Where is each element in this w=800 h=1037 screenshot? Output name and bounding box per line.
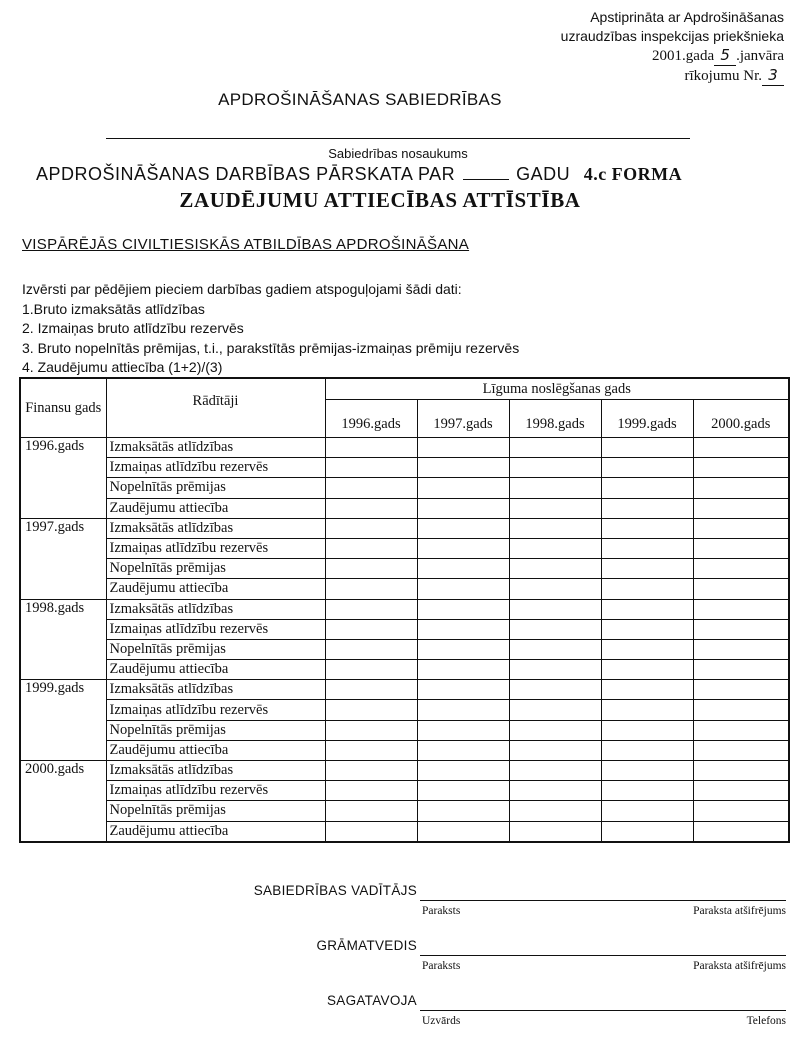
approval-order	[561, 66, 784, 86]
value-cell[interactable]	[601, 458, 693, 478]
section-heading: VISPĀRĒJĀS CIVILTIESISKĀS ATBILDĪBAS APDROŠINĀŠANA	[22, 236, 470, 253]
financial-year-cell: 1997.gads	[20, 518, 106, 599]
value-cell[interactable]	[509, 478, 601, 498]
value-cell[interactable]	[417, 781, 509, 801]
value-cell[interactable]	[417, 660, 509, 680]
value-cell[interactable]	[693, 458, 789, 478]
table-row	[20, 801, 789, 821]
header-contract-year-group: Līguma noslēgšanas gads	[325, 378, 789, 400]
value-cell[interactable]	[325, 438, 417, 458]
value-cell[interactable]	[417, 579, 509, 599]
header-contract-year: 1999.gads	[601, 400, 693, 438]
loss-ratio-table	[19, 377, 790, 843]
signature-left-caption: Uzvārds	[422, 1015, 461, 1027]
approval-order-prefix: rīkojumu Nr.	[684, 68, 762, 84]
table-row	[20, 720, 789, 740]
value-cell[interactable]	[509, 761, 601, 781]
value-cell[interactable]	[417, 720, 509, 740]
report-title-text: APDROŠINĀŠANAS DARBĪBAS PĀRSKATA PAR	[36, 164, 456, 184]
value-cell[interactable]	[601, 478, 693, 498]
value-cell[interactable]	[601, 498, 693, 518]
value-cell[interactable]	[417, 498, 509, 518]
value-cell[interactable]	[417, 801, 509, 821]
instruction-line: 1.Bruto izmaksātās atlīdzības	[22, 300, 205, 317]
financial-year-cell: 1996.gads	[20, 438, 106, 519]
table-row	[20, 438, 789, 458]
value-cell[interactable]	[417, 639, 509, 659]
table-row	[20, 478, 789, 498]
instruction-line: 2. Izmaiņas bruto atlīdzību rezervēs	[22, 320, 244, 337]
value-cell[interactable]	[417, 619, 509, 639]
value-cell[interactable]	[601, 619, 693, 639]
indicator-label: Izmaksātās atlīdzības	[106, 761, 325, 781]
indicator-label: Izmaksātās atlīdzības	[106, 438, 325, 458]
indicator-label: Zaudējumu attiecība	[106, 821, 325, 842]
table-row	[20, 538, 789, 558]
indicator-label: Izmaksātās atlīdzības	[106, 518, 325, 538]
value-cell[interactable]	[325, 700, 417, 720]
value-cell[interactable]	[693, 660, 789, 680]
table-row	[20, 700, 789, 720]
value-cell[interactable]	[601, 720, 693, 740]
value-cell[interactable]	[601, 700, 693, 720]
signature-right-caption: Telefons	[746, 1015, 786, 1027]
value-cell[interactable]	[693, 700, 789, 720]
company-name-caption: Sabiedrības nosaukums	[328, 146, 468, 161]
value-cell[interactable]	[509, 619, 601, 639]
value-cell[interactable]	[693, 801, 789, 821]
indicator-label: Nopelnītās prēmijas	[106, 801, 325, 821]
signature-right-caption: Paraksta atšifrējums	[693, 905, 786, 917]
value-cell[interactable]	[417, 478, 509, 498]
value-cell[interactable]	[325, 458, 417, 478]
value-cell[interactable]	[601, 660, 693, 680]
indicator-label: Izmaiņas atlīdzību rezervēs	[106, 781, 325, 801]
table-row	[20, 639, 789, 659]
value-cell[interactable]	[693, 740, 789, 760]
value-cell[interactable]	[601, 559, 693, 579]
value-cell[interactable]	[325, 761, 417, 781]
value-cell[interactable]	[509, 781, 601, 801]
value-cell[interactable]	[509, 700, 601, 720]
signature-right-caption: Paraksta atšifrējums	[693, 960, 786, 972]
value-cell[interactable]	[693, 821, 789, 842]
indicator-label: Izmaksātās atlīdzības	[106, 680, 325, 700]
table-row	[20, 599, 789, 619]
value-cell[interactable]	[509, 639, 601, 659]
value-cell[interactable]	[509, 579, 601, 599]
main-title: ZAUDĒJUMU ATTIECĪBAS ATTĪSTĪBA	[179, 188, 581, 212]
value-cell[interactable]	[693, 498, 789, 518]
instructions	[22, 280, 519, 378]
value-cell[interactable]	[325, 619, 417, 639]
value-cell[interactable]	[601, 579, 693, 599]
value-cell[interactable]	[325, 599, 417, 619]
signature-role-label: SAGATAVOJA	[326, 993, 417, 1008]
value-cell[interactable]	[693, 559, 789, 579]
value-cell[interactable]	[509, 518, 601, 538]
value-cell[interactable]	[693, 781, 789, 801]
value-cell[interactable]	[325, 538, 417, 558]
table-row	[20, 619, 789, 639]
signature-line[interactable]	[420, 1010, 786, 1011]
table-row	[20, 660, 789, 680]
company-type-heading: APDROŠINĀŠANAS SABIEDRĪBAS	[218, 90, 502, 109]
table-row	[20, 740, 789, 760]
value-cell[interactable]	[601, 821, 693, 842]
approval-line-1: Apstiprināta ar Apdrošināšanas	[590, 9, 784, 25]
indicator-label: Nopelnītās prēmijas	[106, 720, 325, 740]
value-cell[interactable]	[693, 761, 789, 781]
indicator-label: Nopelnītās prēmijas	[106, 559, 325, 579]
value-cell[interactable]	[693, 680, 789, 700]
value-cell[interactable]	[417, 438, 509, 458]
signature-left-caption: Paraksts	[422, 905, 461, 917]
indicator-label: Nopelnītās prēmijas	[106, 478, 325, 498]
indicator-label: Zaudējumu attiecība	[106, 498, 325, 518]
value-cell[interactable]	[509, 720, 601, 740]
approval-line-2: uzraudzības inspekcijas priekšnieka	[560, 28, 784, 44]
value-cell[interactable]	[509, 821, 601, 842]
value-cell[interactable]	[325, 680, 417, 700]
value-cell[interactable]	[509, 801, 601, 821]
value-cell[interactable]	[601, 781, 693, 801]
value-cell[interactable]	[325, 801, 417, 821]
approval-note	[561, 8, 784, 86]
signature-left-caption: Paraksts	[422, 960, 461, 972]
value-cell[interactable]	[509, 438, 601, 458]
indicator-label: Zaudējumu attiecība	[106, 740, 325, 760]
indicator-label: Nopelnītās prēmijas	[106, 639, 325, 659]
instruction-line: 3. Bruto nopelnītās prēmijas, t.i., parakstītās prēmijas-izmaiņas prēmiju rezervēs	[22, 339, 520, 356]
approval-day-handwritten: 5	[714, 46, 736, 66]
value-cell[interactable]	[693, 619, 789, 639]
signature-role-label: GRĀMATVEDIS	[316, 938, 417, 953]
header-contract-year: 2000.gads	[693, 400, 789, 438]
indicator-label: Izmaiņas atlīdzību rezervēs	[106, 458, 325, 478]
value-cell[interactable]	[325, 478, 417, 498]
value-cell[interactable]	[601, 438, 693, 458]
table-row	[20, 559, 789, 579]
header-contract-year: 1998.gads	[509, 400, 601, 438]
value-cell[interactable]	[325, 579, 417, 599]
table-row	[20, 761, 789, 781]
financial-year-cell: 2000.gads	[20, 761, 106, 842]
approval-order-number-handwritten: 3	[762, 66, 784, 86]
table-row	[20, 821, 789, 842]
value-cell[interactable]	[325, 559, 417, 579]
value-cell[interactable]	[325, 740, 417, 760]
value-cell[interactable]	[417, 538, 509, 558]
value-cell[interactable]	[601, 538, 693, 558]
value-cell[interactable]	[417, 559, 509, 579]
approval-date-prefix: 2001.gada	[652, 48, 715, 64]
value-cell[interactable]	[509, 498, 601, 518]
table-row	[20, 680, 789, 700]
value-cell[interactable]	[509, 599, 601, 619]
indicator-label: Izmaiņas atlīdzību rezervēs	[106, 619, 325, 639]
value-cell[interactable]	[601, 680, 693, 700]
approval-date-suffix: .janvāra	[736, 48, 784, 64]
report-title-year-word: GADU	[516, 164, 571, 184]
indicator-label: Izmaiņas atlīdzību rezervēs	[106, 700, 325, 720]
value-cell[interactable]	[509, 559, 601, 579]
financial-year-cell: 1998.gads	[20, 599, 106, 680]
value-cell[interactable]	[509, 660, 601, 680]
value-cell[interactable]	[325, 518, 417, 538]
value-cell[interactable]	[417, 599, 509, 619]
value-cell[interactable]	[693, 639, 789, 659]
report-title	[36, 164, 682, 185]
value-cell[interactable]	[601, 518, 693, 538]
value-cell[interactable]	[417, 458, 509, 478]
instruction-line: Izvērsti par pēdējiem pieciem darbības gadiem atspoguļojami šādi dati:	[22, 281, 462, 297]
value-cell[interactable]	[601, 801, 693, 821]
indicator-label: Izmaiņas atlīdzību rezervēs	[106, 538, 325, 558]
value-cell[interactable]	[417, 821, 509, 842]
value-cell[interactable]	[417, 761, 509, 781]
value-cell[interactable]	[601, 639, 693, 659]
value-cell[interactable]	[417, 518, 509, 538]
value-cell[interactable]	[325, 821, 417, 842]
value-cell[interactable]	[601, 599, 693, 619]
value-cell[interactable]	[509, 680, 601, 700]
value-cell[interactable]	[325, 639, 417, 659]
value-cell[interactable]	[325, 498, 417, 518]
value-cell[interactable]	[325, 660, 417, 680]
value-cell[interactable]	[325, 781, 417, 801]
header-indicators: Rādītāji	[106, 378, 325, 438]
value-cell[interactable]	[417, 700, 509, 720]
value-cell[interactable]	[509, 538, 601, 558]
value-cell[interactable]	[417, 740, 509, 760]
approval-date	[561, 46, 784, 66]
value-cell[interactable]	[417, 680, 509, 700]
value-cell[interactable]	[693, 438, 789, 458]
indicator-label: Zaudējumu attiecība	[106, 660, 325, 680]
value-cell[interactable]	[509, 740, 601, 760]
header-contract-year: 1997.gads	[417, 400, 509, 438]
instruction-line: 4. Zaudējumu attiecība (1+2)/(3)	[22, 359, 223, 376]
value-cell[interactable]	[693, 579, 789, 599]
header-contract-year: 1996.gads	[325, 400, 417, 438]
value-cell[interactable]	[693, 599, 789, 619]
table-row	[20, 498, 789, 518]
financial-year-cell: 1999.gads	[20, 680, 106, 761]
signature-line[interactable]	[420, 955, 786, 956]
value-cell[interactable]	[601, 761, 693, 781]
value-cell[interactable]	[693, 478, 789, 498]
table-row	[20, 579, 789, 599]
table-row	[20, 518, 789, 538]
signature-role-label: SABIEDRĪBAS VADĪTĀJS	[253, 883, 417, 898]
value-cell[interactable]	[509, 458, 601, 478]
indicator-label: Zaudējumu attiecība	[106, 579, 325, 599]
value-cell[interactable]	[601, 740, 693, 760]
value-cell[interactable]	[693, 518, 789, 538]
indicator-label: Izmaksātās atlīdzības	[106, 599, 325, 619]
signature-line[interactable]	[420, 900, 786, 901]
company-name-line[interactable]	[106, 138, 690, 139]
value-cell[interactable]	[693, 538, 789, 558]
value-cell[interactable]	[325, 720, 417, 740]
value-cell[interactable]	[693, 720, 789, 740]
header-financial-year: Finansu gads	[20, 378, 106, 438]
report-year-blank[interactable]	[463, 179, 509, 180]
form-number: 4.c FORMA	[583, 164, 683, 184]
table-row	[20, 781, 789, 801]
table-row	[20, 458, 789, 478]
